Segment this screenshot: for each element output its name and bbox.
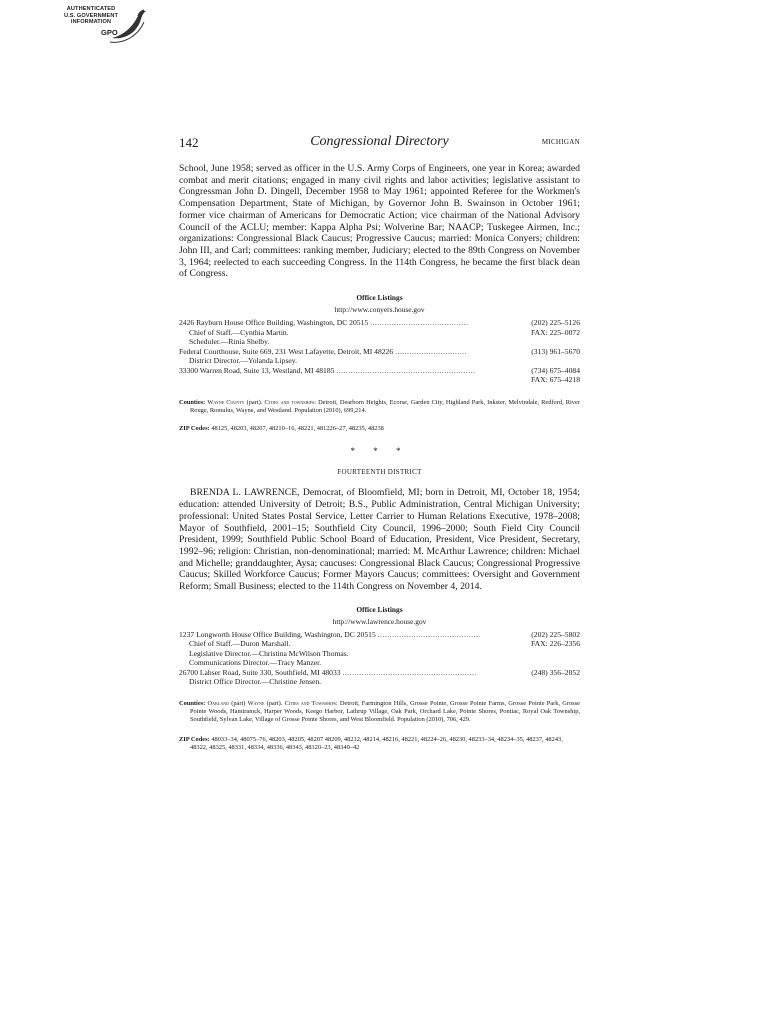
listing-fax: FAX: 675–4218 [530,375,580,385]
cities-label: Cities and Townships: [284,699,338,707]
listing-row [179,375,580,385]
listing-row [179,366,580,376]
counties-label: Counties: [179,699,206,707]
lawrence-website-link[interactable]: http://www.lawrence.house.gov [332,616,427,626]
counties-text: Detroit, Dearborn Heights, Ecorse, Garden City, Highland Park, Inkster, Melvindale, Redford, River Rouge, Romulus, Wayne, and Westland. Population (2010), 699,214. [190,398,580,414]
listing-phone: (202) 225–5126 [531,318,580,328]
lawrence-office-listings-heading: Office Listings [356,604,403,614]
listing-phone: (734) 675–4084 [531,365,580,375]
listing-staff: District Director.—Yolanda Lipsey. [189,356,297,366]
listing-row [179,668,580,678]
listing-row [179,337,580,347]
listing-phone: (248) 356–2052 [531,667,580,677]
zip-label: ZIP Codes: [179,735,210,743]
section-separator: * * * [350,446,409,457]
leader-dots: ......................................... [370,318,469,328]
listing-row [179,347,580,357]
listing-row [179,630,580,640]
listing-row [179,658,580,668]
listing-row [179,649,580,659]
listing-staff: District Office Director.—Christine Jensen. [189,677,322,687]
zip-label: ZIP Codes: [179,425,210,433]
listing-row [179,677,580,687]
listing-row [179,356,580,366]
leader-dots: .......................................................... [336,365,476,375]
listing-phone: (313) 961–5670 [531,346,580,356]
conyers-bio-continued: School, June 1958; served as officer in the U.S. Army Corps of Engineers, one year in Korea; awarded combat and merit citations; engaged in many civil rights and labor activities; legislative assistant to Congressman John D. Dingell, December 1958 to May 1961; appointed Referee for the Workmen's Compensation Department, State of Michigan, by Governor John B. Swainson in October 1961; former vice chairman of Americans for Democratic Action; vice chairman of the National Advisory Council of the ACLU; member: Kappa Alpha Psi; Wolverine Bar; NAACP; Tuskegee Airmen, Inc.; organizations: Congressional Black Caucus; Progressive Caucus; married: Monica Conyers; children: John III, and Carl; committees: ranking member, Judiciary; elected to the 89th Congress on November 3, 1964; reelected to each succeeding Congress. In the 114th Congress, he became the first black dean of Congress. [179,163,580,280]
conyers-zip-codes [179,425,580,433]
listing-address: 1237 Longworth House Office Building, Washington, DC 20515 [179,629,376,639]
cities-label: Cities and townships: [264,398,316,406]
counties-label: Counties: [179,398,206,406]
lawrence-counties: Counties: Oakland (part) Wayne (part). Cities and Townships: Detroit, Farmington Hills, Grosse Pointe, Grosse Pointe Farms, Grosse Pointe Park, Grosse Pointe Woods, Hamtramck, Harper Woods, Keego Harbor, Lathrup Village, Oak Park, Orchard Lake, Pointe Shores, Pontiac, Royal Oak Township, Southfield, Sylvan Lake, Village of Grosse Pointe Shores, and West Bloomfield. Population (2010), 706, 429. [179,699,580,724]
listing-phone: (202) 225–5802 [531,629,580,639]
lawrence-bio: BRENDA L. LAWRENCE, Democrat, of Bloomfield, MI; born in Detroit, MI, October 18, 1954; education: attended University of Detroit; B.S., Public Administration, Central Michigan University; professional: United States Postal Service, Letter Carrier to Human Relations Executive, 1978–2008; Mayor of Southfield, 2001–15; Southfield City Council, 1996–2000; South Field City Council President, 1999; Southfield Public School Board of Education, President, Vice President, Secretary, 1992–96; religion: Christian, non-denominational; married: M. McArthur Lawrence; children: Michael and Michelle; granddaughter, Aysa; caucuses: Congressional Black Caucus; Congressional Progressive Caucus; Skilled Workforce Caucus; Former Mayors Caucus; committees: Oversight and Government Reform; Small Business; elected to the 114th Congress on November 4, 2014. [179,487,580,593]
gpo-authentication-seal [62,6,148,48]
listing-address: 26700 Lahser Road, Suite 330, Southfield, MI 48033 [179,667,341,677]
page-number: 142 [179,135,199,150]
listing-staff: Chief of Staff.—Cynthia Martin. [189,327,289,337]
eagle-icon [108,6,148,46]
listing-fax: FAX: 226–2356 [530,639,580,649]
listing-fax: FAX: 225–0072 [530,327,580,337]
conyers-office-listings [179,318,580,385]
seal-line-2: U.S. GOVERNMENT [63,12,119,19]
state-name: MICHIGAN [541,138,580,146]
county-name: Oakland [207,699,229,707]
counties-text: Detroit, Farmington Hills, Grosse Pointe, Grosse Pointe Farms, Grosse Pointe Park, Grosse Pointe Woods, Hamtramck, Harper Woods, Keego Harbor, Lathrup Village, Oak Park, Orchard Lake, Pointe Shores, Pontiac, Royal Oak Township, Southfield, Sylvan Lake, Village of Grosse Pointe Shores, and West Bloomfield. Population (2010), 706, 429. [190,699,580,724]
listing-staff: Legislative Director.—Christina McWilson Thomas. [189,648,349,658]
document-page [179,135,580,752]
listing-row [179,639,580,649]
leader-dots: ........................................................ [342,667,477,677]
seal-line-1: AUTHENTICATED [66,6,116,12]
zip-text: 48033–34, 48075–76, 48203, 48205, 48207 48209, 48212, 48214, 48216, 48221, 48224–26, 48230, 48233–34, 48234–35, 48237, 48243, 48322, 48325, 48331, 48334, 48336, 48343, 48320–23, 48340–42 [190,735,563,751]
listing-staff: Communications Director.—Tracy Manzer. [189,658,322,668]
conyers-website-link[interactable]: http://www.conyers.house.gov [334,305,425,315]
lawrence-zip-codes [179,736,580,753]
listing-staff: Chief of Staff.—Duron Marshall. [189,639,291,649]
conyers-office-listings-heading: Office Listings [356,293,403,303]
conyers-counties: Counties: Wayne County (part). Cities and townships: Detroit, Dearborn Heights, Ecorse, Garden City, Highland Park, Inkster, Melvindale, Redford, River Rouge, Romulus, Wayne, and Westland. Population (2010), 699,214. [179,398,580,414]
seal-line-3: INFORMATION [70,19,112,26]
lawrence-office-listings [179,630,580,687]
listing-address: 2426 Rayburn House Office Building, Washington, DC 20515 [179,318,369,328]
listing-staff: Scheduler.—Rinia Shelby. [189,337,270,347]
leader-dots: .............................. [395,346,468,356]
county-name: Wayne [247,699,265,707]
leader-dots: ........................................... [377,629,481,639]
listing-address: Federal Courthouse, Suite 669, 231 West Lafayette, Detroit, MI 48226 [179,346,394,356]
listing-address: 33300 Warren Road, Suite 13, Westland, MI 48185 [179,365,335,375]
district-heading: FOURTEENTH DISTRICT [337,468,422,477]
seal-gpo-label: GPO [101,28,118,37]
running-header [179,135,580,153]
county-name: Wayne County [207,398,245,406]
listing-row [179,328,580,338]
zip-text: 48125, 48203, 48207, 48210–16, 48221, 481226–27, 48235, 48238 [211,425,384,433]
publication-title: Congressional Directory [310,134,449,149]
listing-row [179,318,580,328]
